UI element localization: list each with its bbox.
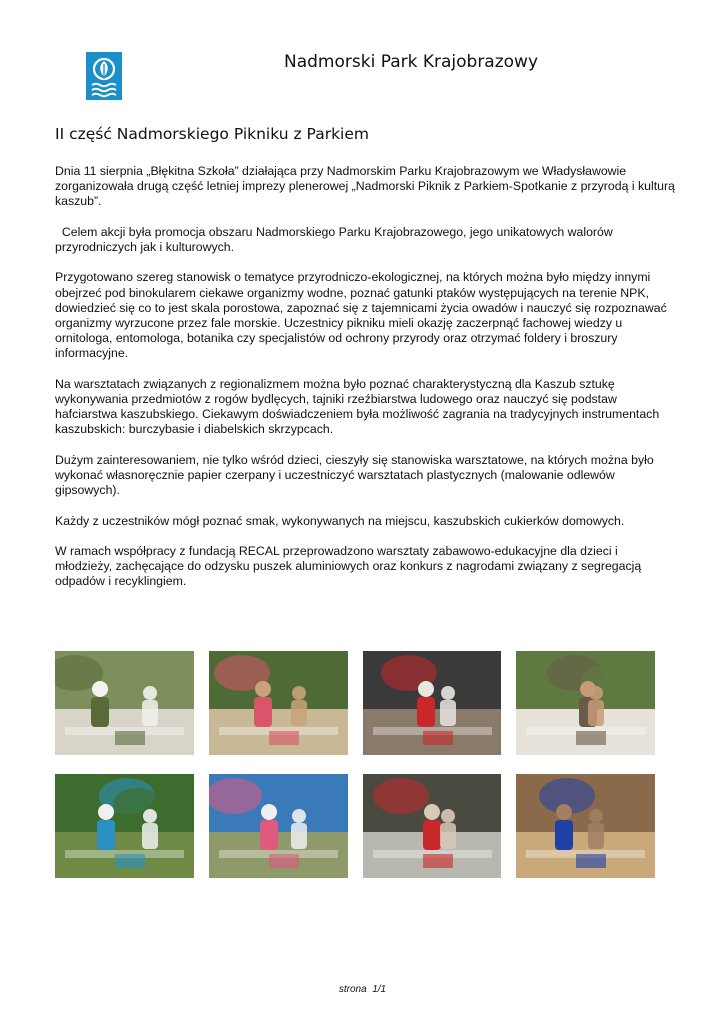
- paragraph: Każdy z uczestników mógł poznać smak, wykonywanych na miejscu, kaszubskich cukierków domowych.: [55, 513, 625, 528]
- photo-3[interactable]: [363, 651, 502, 755]
- photo-image: [363, 651, 502, 755]
- article-body: [55, 164, 675, 605]
- photo-image: [516, 651, 655, 755]
- photo-image: [55, 774, 194, 878]
- photo-8[interactable]: [516, 774, 655, 878]
- paragraph: Na warsztatach związanych z regionalizmem można było poznać charakterystyczną dla Kaszub sztukę wykonywania przedmiotów z rogów bydlęcych, tajniki rzeźbiarstwa ludowego oraz nauczyć się podstaw hafciarstwa kaszubskiego. Ciekawym doświadczeniem była możliwość zagrania na tradycyjnych instrumentach kaszubskich: burczybasie i diabelskich skrzypcach.: [55, 376, 660, 437]
- photo-image: [363, 774, 502, 878]
- gallery-row: [55, 774, 655, 878]
- paragraph: Dużym zainteresowaniem, nie tylko wśród dzieci, cieszyły się stanowiska warsztatowe, na których można było wykonać własnoręcznie papier czerpany i uczestniczyć warsztatach plastycznych (malowanie odlewów gipsowych).: [55, 452, 654, 498]
- photo-4[interactable]: [516, 651, 655, 755]
- site-name: Nadmorski Park Krajobrazowy: [284, 52, 539, 72]
- paragraph: Przygotowano szereg stanowisk o tematyce przyrodniczo-ekologicznej, na których można było między innymi obejrzeć pod binokularem ciekawe organizmy wodne, poznać gatunki ptaków występujących na terenie NPK, dowiedzieć się co to jest skala porostowa, zapoznać się z tajemnicami życia owadów i nauczyć się rozpoznawać organizmy wyrzucone przez fale morskie. Uczestnicy pikniku mieli okazję zaczerpnąć fachowej wiedzy u ornitologa, entomologa, botanika czy specjalistów od ochrony przyrody oraz otrzymać foldery i broszury informacyjne.: [55, 270, 667, 361]
- photo-image: [209, 774, 348, 878]
- photo-image: [516, 774, 655, 878]
- photo-6[interactable]: [209, 774, 348, 878]
- photo-image: [209, 651, 348, 755]
- photo-2[interactable]: [209, 651, 348, 755]
- gallery-row: [55, 651, 655, 755]
- paragraph: Celem akcji była promocja obszaru Nadmorskiego Parku Krajobrazowego, jego unikatowych walorów przyrodniczych jak i kulturowych.: [55, 224, 617, 254]
- article-title: II część Nadmorskiego Pikniku z Parkiem: [55, 125, 369, 143]
- photo-7[interactable]: [363, 774, 502, 878]
- park-logo: [86, 52, 122, 100]
- photo-1[interactable]: [55, 651, 194, 755]
- page-number: strona 1/1: [338, 984, 387, 995]
- paragraph: Dnia 11 sierpnia „Błękitna Szkoła” działająca przy Nadmorskim Parku Krajobrazowym we Władysławowie zorganizowała drugą część letniej imprezy plenerowej „Nadmorski Piknik z Parkiem-Spotkanie z przyrodą i kulturą kaszub”.: [55, 164, 675, 209]
- photo-image: [55, 651, 194, 755]
- photo-5[interactable]: [55, 774, 194, 878]
- paragraph: W ramach współpracy z fundacją RECAL przeprowadzono warsztaty zabawowo-edukacyjne dla dzieci i młodzieży, zachęcające do odzysku puszek aluminiowych oraz konkurs z nagrodami związany z segregacją odpadów i recyklingiem.: [55, 543, 642, 589]
- photo-gallery: [55, 651, 655, 897]
- park-leaf-waves-logo-icon: [86, 52, 122, 100]
